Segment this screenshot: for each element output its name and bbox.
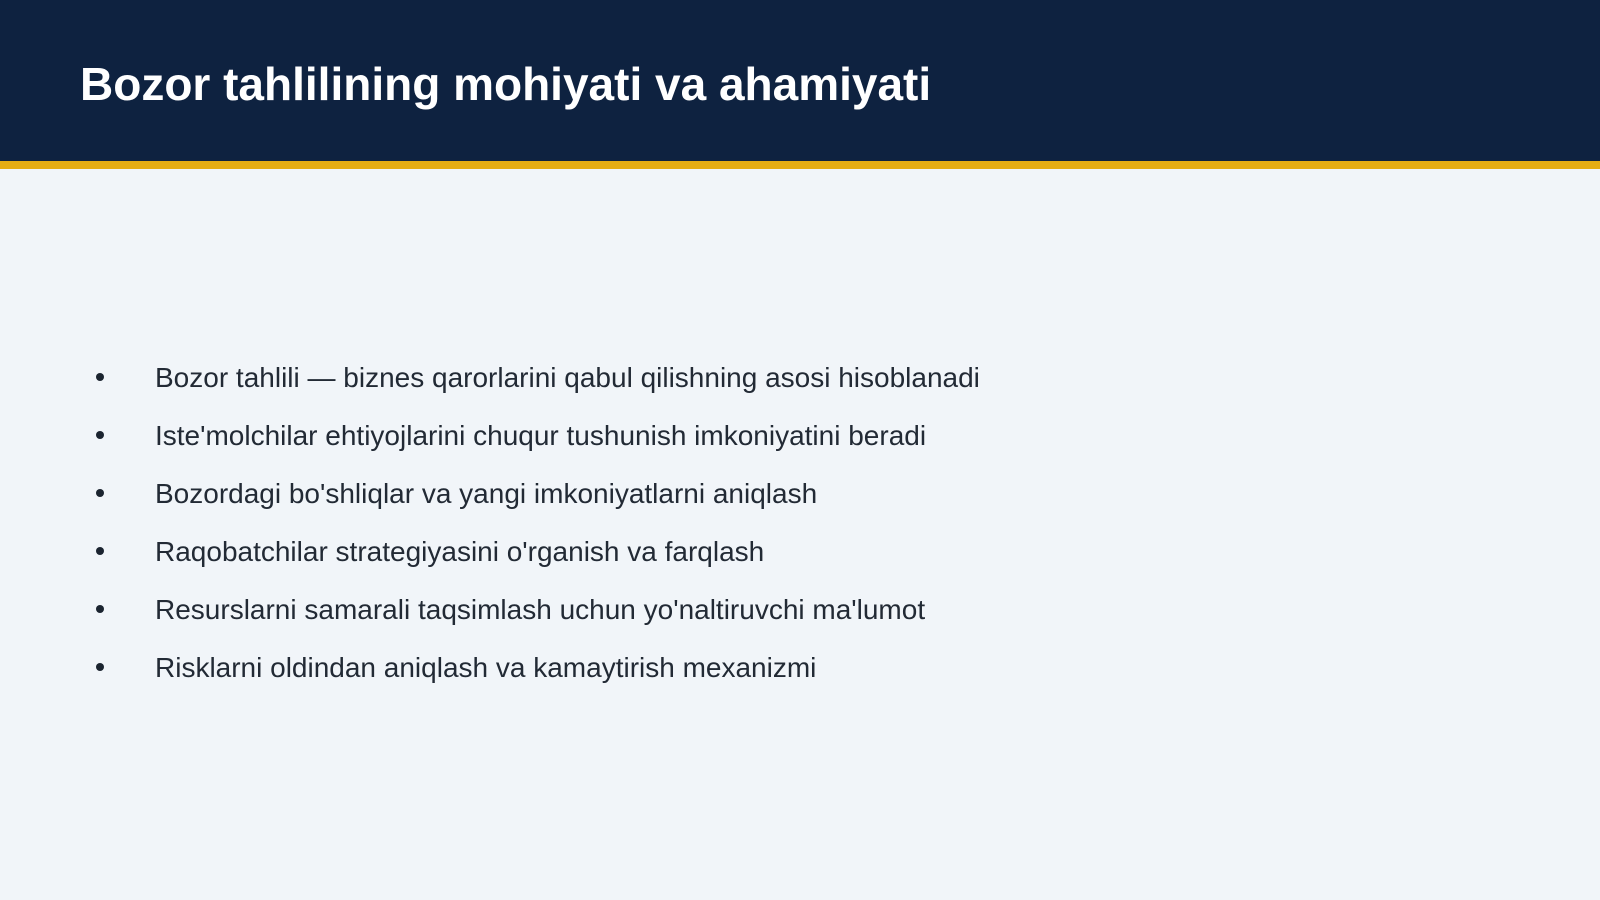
bullet-icon [96,663,104,671]
bullet-icon [96,373,104,381]
bullet-text: Bozor tahlili — biznes qarorlarini qabul qilishning asosi hisoblanadi [155,362,980,393]
accent-divider [0,161,1600,169]
bullet-text: Raqobatchilar strategiyasini o'rganish va farqlash [155,536,765,567]
title-bar [0,0,1600,161]
bullet-text: Risklarni oldindan aniqlash va kamaytirish mexanizmi [155,652,817,683]
bullet-icon [96,431,104,439]
slide-title: Bozor tahlilining mohiyati va ahamiyati [80,58,932,110]
bullet-icon [96,489,104,497]
bullet-text: Iste'molchilar ehtiyojlarini chuqur tushunish imkoniyatini beradi [155,420,927,451]
bullet-text: Resurslarni samarali taqsimlash uchun yo'naltiruvchi ma'lumot [155,594,926,625]
bullet-icon [96,547,104,555]
bullet-icon [96,605,104,613]
bullet-text: Bozordagi bo'shliqlar va yangi imkoniyatlarni aniqlash [155,478,818,509]
